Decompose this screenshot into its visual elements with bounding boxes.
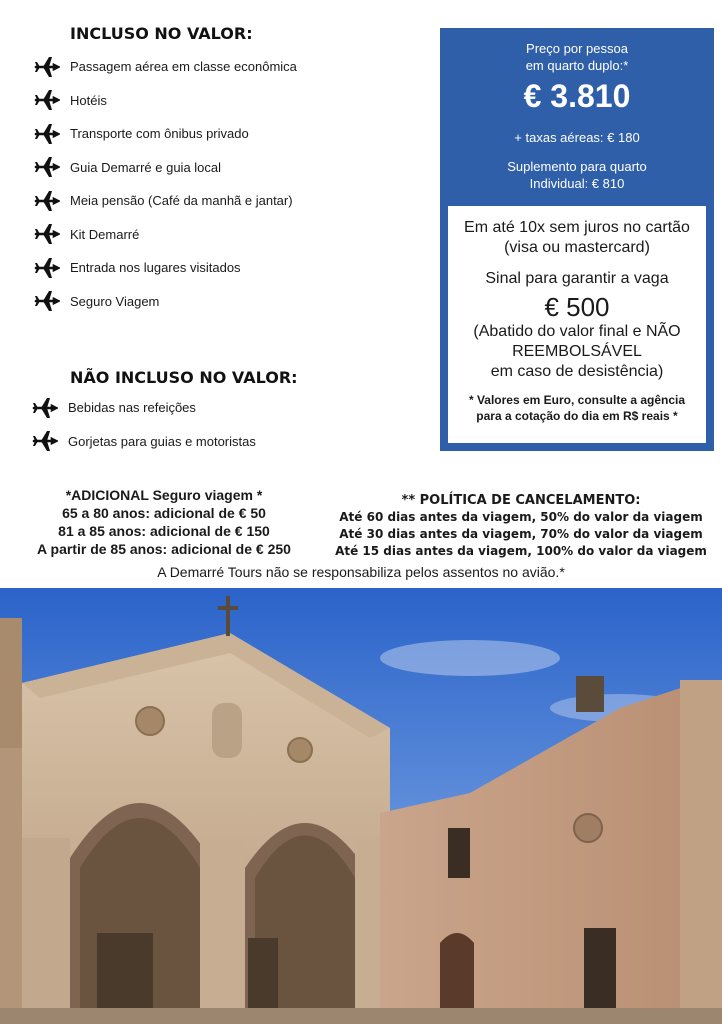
disclaimer: A Demarré Tours não se responsabiliza pelos assentos no avião.* bbox=[157, 564, 565, 580]
airplane-icon bbox=[34, 288, 60, 314]
airplane-icon bbox=[32, 428, 58, 454]
price-label: Preço por pessoa em quarto duplo:* bbox=[525, 41, 629, 73]
included-title: INCLUSO NO VALOR: bbox=[70, 24, 253, 43]
list-item: Gorjetas para guias e motoristas bbox=[32, 425, 256, 459]
insurance-block: *ADICIONAL Seguro viagem * 65 a 80 anos: adicional de € 50 81 a 85 anos: adicional de € 150 A partir de 85 anos: adicional de € 250 bbox=[14, 486, 314, 558]
not-included-list bbox=[32, 391, 256, 458]
airplane-icon bbox=[34, 87, 60, 113]
deposit-amount: € 500 bbox=[544, 292, 610, 322]
deposit-note: (Abatido do valor final e NÃO REEMBOLSÁVEL em caso de desistência) bbox=[473, 323, 681, 380]
list-item: Seguro Viagem bbox=[34, 285, 297, 319]
list-item: Kit Demarré bbox=[34, 218, 297, 252]
list-item: Guia Demarré e guia local bbox=[34, 151, 297, 185]
airplane-icon bbox=[34, 54, 60, 80]
price-taxes: + taxas aéreas: € 180 bbox=[514, 130, 640, 145]
list-item: Hotéis bbox=[34, 84, 297, 118]
insurance-title: *ADICIONAL Seguro viagem * bbox=[65, 487, 263, 503]
list-item: Bebidas nas refeições bbox=[32, 391, 256, 425]
list-item: Entrada nos lugares visitados bbox=[34, 251, 297, 285]
price-box bbox=[440, 28, 714, 451]
airplane-icon bbox=[32, 395, 58, 421]
payment-panel bbox=[448, 206, 706, 443]
airplane-icon bbox=[34, 255, 60, 281]
list-item: Meia pensão (Café da manhã e jantar) bbox=[34, 184, 297, 218]
price-amount: € 3.810 bbox=[523, 78, 631, 114]
church-photo bbox=[0, 588, 722, 1024]
airplane-icon bbox=[34, 221, 60, 247]
airplane-icon bbox=[34, 188, 60, 214]
airplane-icon bbox=[34, 154, 60, 180]
list-item: Passagem aérea em classe econômica bbox=[34, 50, 297, 84]
deposit-label: Sinal para garantir a vaga bbox=[485, 270, 669, 287]
included-list bbox=[34, 50, 297, 318]
not-included-title: NÃO INCLUSO NO VALOR: bbox=[70, 368, 298, 387]
currency-note: * Valores em Euro, consulte a agência para a cotação do dia em R$ reais * bbox=[468, 393, 686, 423]
cancellation-title: ** POLÍTICA DE CANCELAMENTO: bbox=[401, 493, 641, 508]
airplane-icon bbox=[34, 121, 60, 147]
cancellation-block: ** POLÍTICA DE CANCELAMENTO: Até 60 dias antes da viagem, 50% do valor da viagem Até 30 dias antes da viagem, 70% do valor da viagem Até 15 dias antes da viagem, 100% do valor da viagem bbox=[326, 492, 716, 560]
list-item: Transporte com ônibus privado bbox=[34, 117, 297, 151]
installments-text: Em até 10x sem juros no cartão (visa ou mastercard) bbox=[464, 219, 690, 256]
price-supplement: Suplemento para quarto Individual: € 810 bbox=[507, 159, 647, 191]
